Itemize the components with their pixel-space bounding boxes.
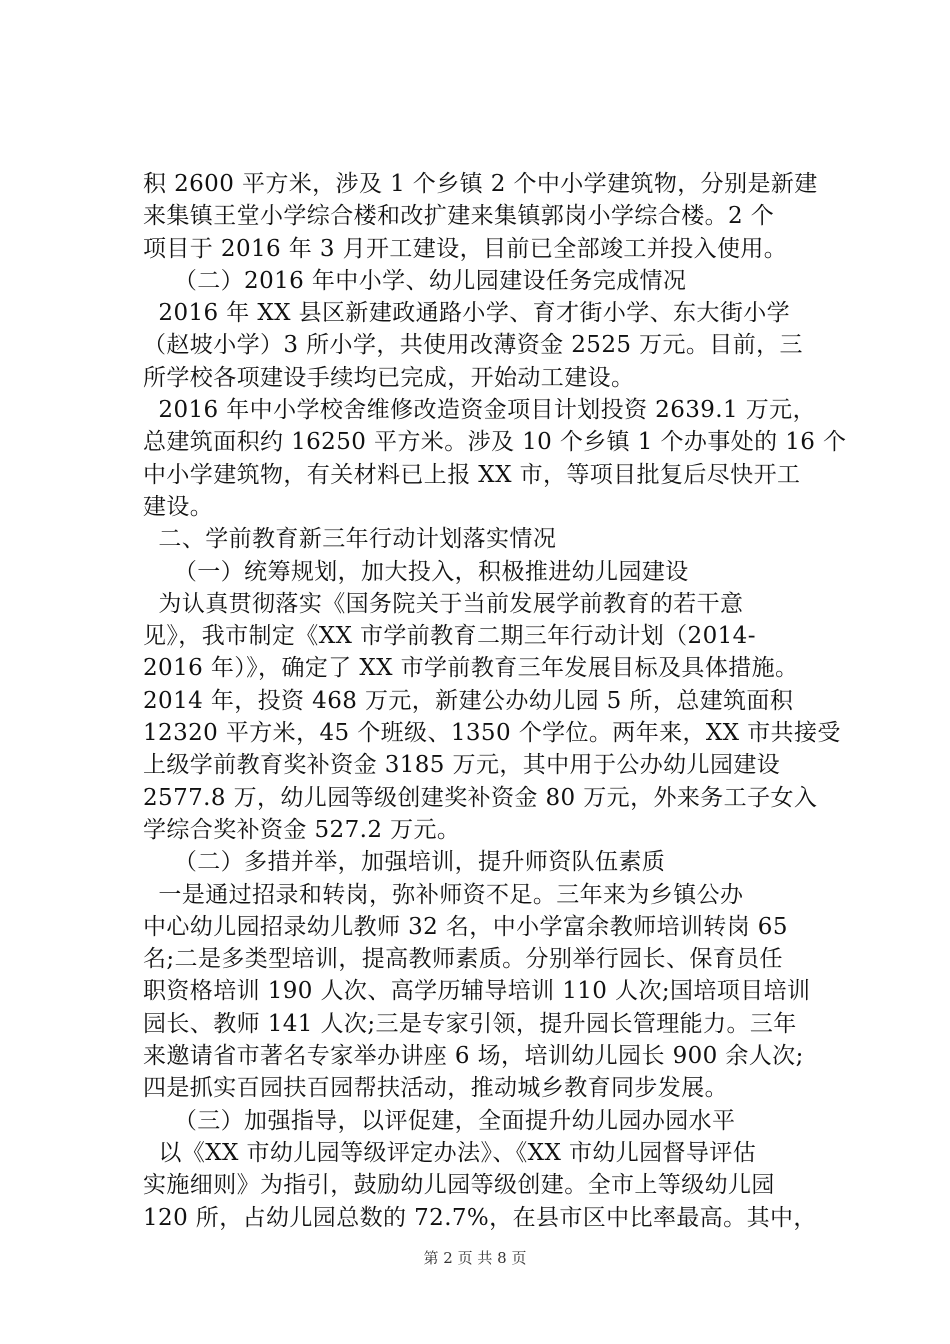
body-line: 一是通过招录和转岗，弥补师资不足。三年来为乡镇公办 bbox=[143, 881, 744, 908]
body-line: 2016 年）》，确定了 XX 市学前教育三年发展目标及具体措施。 bbox=[143, 655, 799, 682]
body-line: 为认真贯彻落实《国务院关于当前发展学前教育的若干意 bbox=[143, 590, 744, 617]
body-line: 以《XX 市幼儿园等级评定办法》、《XX 市幼儿园督导评估 bbox=[143, 1139, 757, 1166]
document-body bbox=[143, 168, 847, 1234]
section-heading: （三）加强指导，以评促建，全面提升幼儿园办园水平 bbox=[143, 1107, 736, 1134]
body-line: 来邀请省市著名专家举办讲座 6 场，培训幼儿园长 900 余人次; bbox=[143, 1043, 804, 1070]
body-line: 2016 年中小学校舍维修改造资金项目计划投资 2639.1 万元， bbox=[143, 397, 816, 424]
body-line: 2016 年 XX 县区新建政通路小学、育才街小学、东大街小学 bbox=[143, 300, 791, 327]
body-line: 上级学前教育奖补资金 3185 万元，其中用于公办幼儿园建设 bbox=[143, 752, 781, 779]
section-heading: （二）2016 年中小学、幼儿园建设任务完成情况 bbox=[143, 267, 687, 294]
section-heading: （二）多措并举，加强培训，提升师资队伍素质 bbox=[143, 849, 666, 876]
body-line: 职资格培训 190 人次、高学历辅导培训 110 人次;国培项目培训 bbox=[143, 978, 811, 1005]
body-line: 实施细则》为指引，鼓励幼儿园等级创建。全市上等级幼儿园 bbox=[143, 1172, 775, 1199]
body-line: 名;二是多类型培训，提高教师素质。分别举行园长、保育员任 bbox=[143, 946, 783, 973]
section-heading: （一）统筹规划，加大投入，积极推进幼儿园建设 bbox=[143, 558, 689, 585]
body-line: 2014 年，投资 468 万元，新建公办幼儿园 5 所，总建筑面积 bbox=[143, 687, 794, 714]
section-heading: 二、学前教育新三年行动计划落实情况 bbox=[143, 526, 557, 553]
body-line: 学综合奖补资金 527.2 万元。 bbox=[143, 816, 461, 843]
body-line: 来集镇王堂小学综合楼和改扩建来集镇郭岗小学综合楼。2 个 bbox=[143, 203, 775, 230]
body-line: 项目于 2016 年 3 月开工建设，目前已全部竣工并投入使用。 bbox=[143, 235, 788, 262]
body-line: 积 2600 平方米，涉及 1 个乡镇 2 个中小学建筑物，分别是新建 bbox=[143, 171, 818, 197]
body-line: 见》，我市制定《XX 市学前教育二期三年行动计划（2014- bbox=[143, 623, 756, 650]
body-line: 2577.8 万，幼儿园等级创建奖补资金 80 万元，外来务工子女入 bbox=[143, 784, 818, 811]
body-line: 总建筑面积约 16250 平方米。涉及 10 个乡镇 1 个办事处的 16 个 bbox=[143, 429, 847, 456]
body-line: 中小学建筑物，有关材料已上报 XX 市，等项目批复后尽快开工 bbox=[143, 461, 801, 488]
body-line: 建设。 bbox=[143, 493, 214, 520]
body-line: 所学校各项建设手续均已完成，开始动工建设。 bbox=[143, 364, 635, 391]
body-line: 中心幼儿园招录幼儿教师 32 名，中小学富余教师培训转岗 65 bbox=[143, 913, 788, 940]
body-line: （赵坡小学）3 所小学，共使用改薄资金 2525 万元。目前，三 bbox=[143, 332, 803, 359]
page-footer: 第 2 页 共 8 页 bbox=[423, 1249, 527, 1267]
body-line: 120 所，占幼儿园总数的 72.7%，在县市区中比率最高。其中， bbox=[143, 1204, 817, 1231]
body-line: 四是抓实百园扶百园帮扶活动，推动城乡教育同步发展。 bbox=[143, 1075, 728, 1102]
body-line: 12320 平方米，45 个班级、1350 个学位。两年来，XX 市共接受 bbox=[143, 720, 841, 747]
body-line: 园长、教师 141 人次;三是专家引领，提升园长管理能力。三年 bbox=[143, 1010, 797, 1037]
